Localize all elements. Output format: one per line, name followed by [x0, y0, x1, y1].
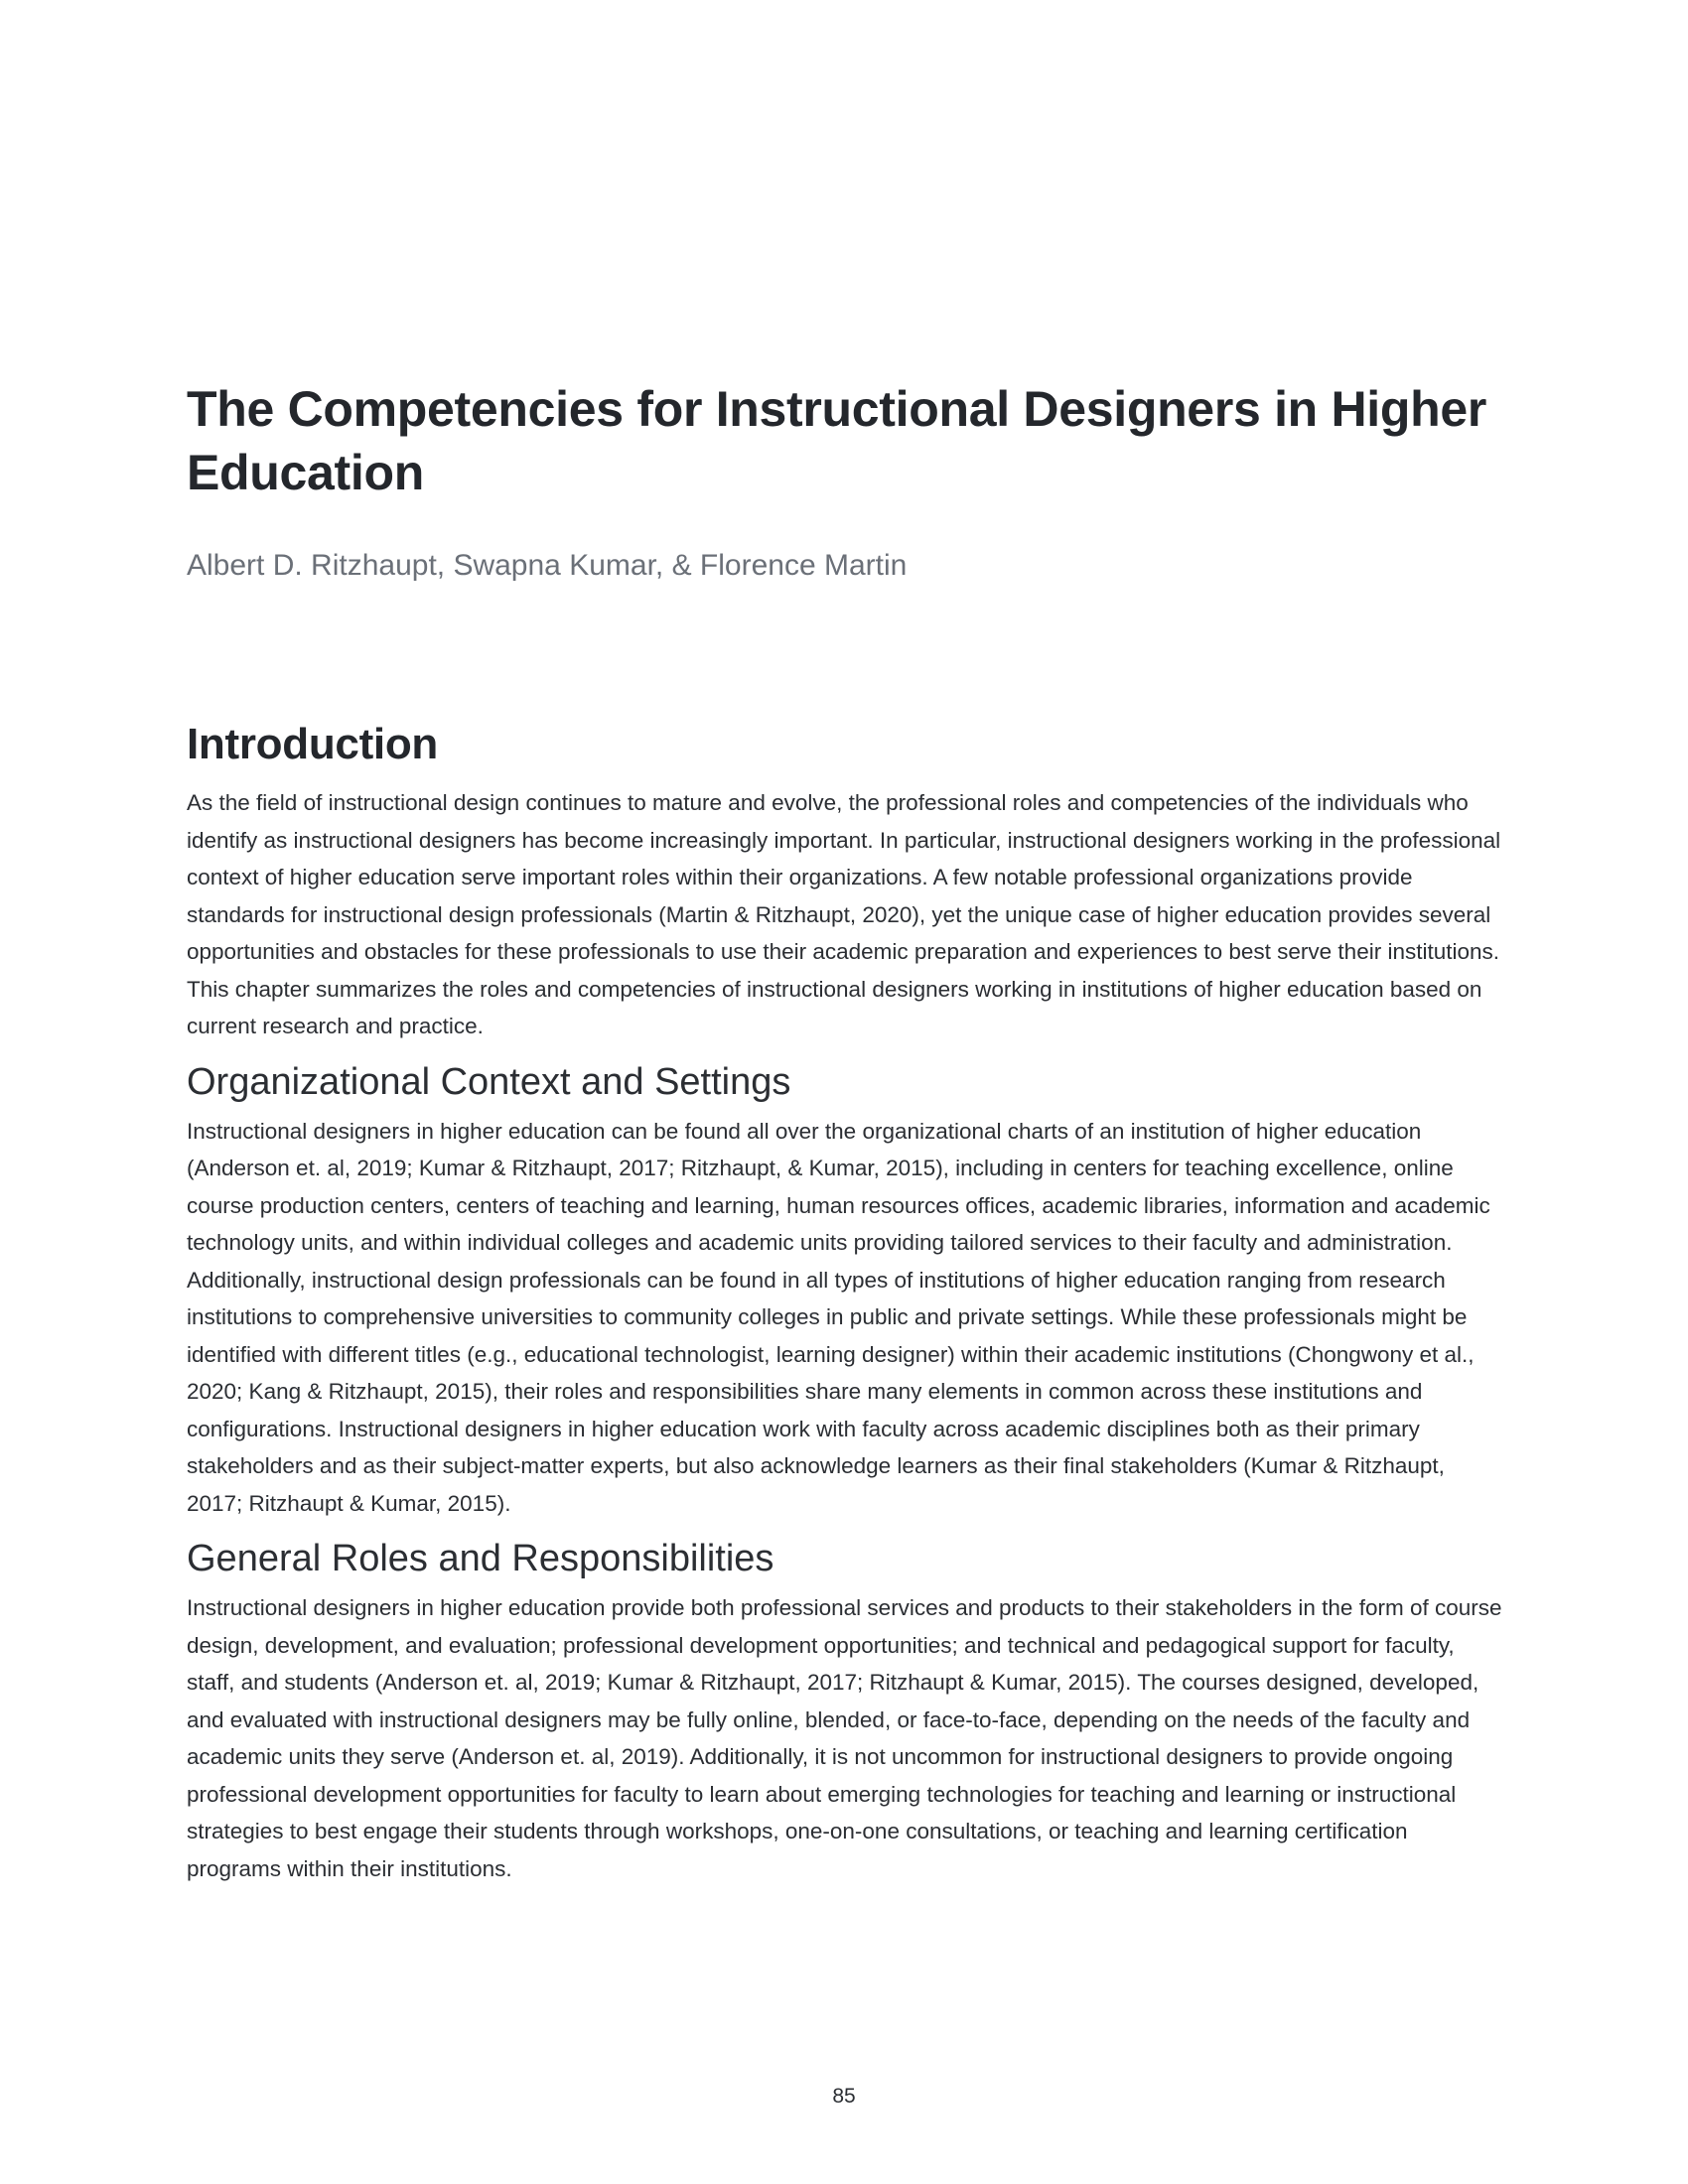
- chapter-title: The Competencies for Instructional Designers in Higher Education: [187, 381, 1487, 500]
- introduction-heading: Introduction: [187, 720, 439, 768]
- section-general-roles: [187, 1534, 1502, 1887]
- general-roles-paragraph: Instructional designers in higher education provide both professional services and products to their stakeholders in the form of course design, development, and evaluation; professional development opportunities; and technical and pedagogical support for faculty, staff, and students (Anderson et. al, 2019; Kumar & Ritzhaupt, 2017; Ritzhaupt & Kumar, 2015). The courses designed, developed, and evaluated with instructional designers may be fully online, blended, or face-to-face, depending on the needs of the faculty and academic units they serve (Anderson et. al, 2019). Additionally, it is not uncommon for instructional designers to provide ongoing professional development opportunities for faculty to learn about emerging technologies for teaching and learning or instructional strategies to best engage their students through workshops, one-on-one consultations, or teaching and learning certification programs within their institutions.: [187, 1595, 1502, 1881]
- introduction-paragraph: As the field of instructional design continues to mature and evolve, the professional roles and competencies of the individuals who identify as instructional designers has become increasingly important. In particular, instructional designers working in the professional context of higher education serve important roles within their organizations. A few notable professional organizations provide standards for instructional design professionals (Martin & Ritzhaupt, 2020), yet the unique case of higher education provides several opportunities and obstacles for these professionals to use their academic preparation and experiences to best serve their institutions. This chapter summarizes the roles and competencies of instructional designers working in institutions of higher education based on current research and practice.: [187, 790, 1501, 1038]
- section-organizational-context: [187, 1057, 1502, 1523]
- chapter-authors: Albert D. Ritzhaupt, Swapna Kumar, & Florence Martin: [187, 549, 908, 582]
- section-introduction: [187, 717, 1502, 1045]
- page-content: [187, 377, 1502, 1887]
- general-roles-heading: General Roles and Responsibilities: [187, 1538, 774, 1579]
- page-number: 85: [832, 2085, 856, 2108]
- organizational-context-heading: Organizational Context and Settings: [187, 1060, 791, 1103]
- organizational-context-paragraph: Instructional designers in higher education can be found all over the organizational charts of an institution of higher education (Anderson et. al, 2019; Kumar & Ritzhaupt, 2017; Ritzhaupt, & Kumar, 2015), including in centers for teaching excellence, online course production centers, centers of teaching and learning, human resources offices, academic libraries, information and academic technology units, and within individual colleges and academic units providing tailored services to their faculty and administration. Additionally, instructional design professionals can be found in all types of institutions of higher education ranging from research institutions to comprehensive universities to community colleges in public and private settings. While these professionals might be identified with different titles (e.g., educational technologist, learning designer) within their academic institutions (Chongwony et al., 2020; Kang & Ritzhaupt, 2015), their roles and responsibilities share many elements in common across these institutions and configurations. Instructional designers in higher education work with faculty across academic disciplines both as their primary stakeholders and as their subject-matter experts, but also acknowledge learners as their final stakeholders (Kumar & Ritzhaupt, 2017; Ritzhaupt & Kumar, 2015).: [187, 1118, 1490, 1516]
